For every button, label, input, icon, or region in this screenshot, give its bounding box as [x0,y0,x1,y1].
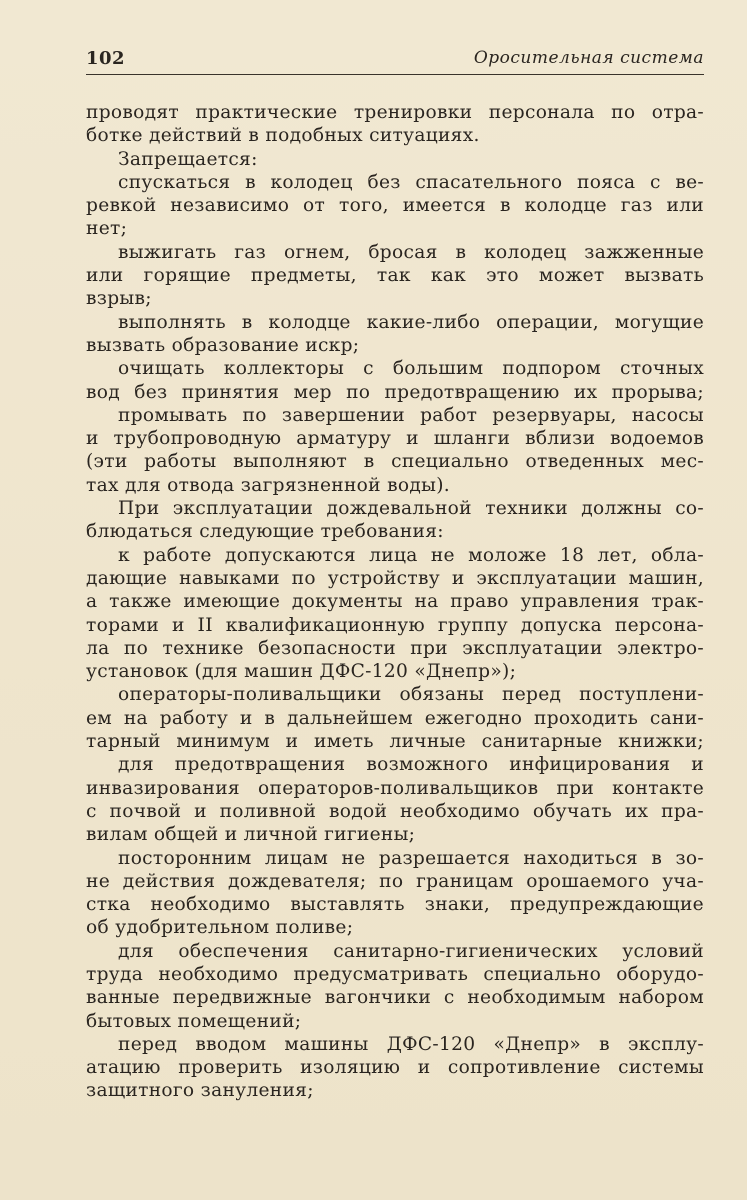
text-line: или горящие предметы, так как это может вызвать [86,265,704,287]
text-line: взрыв; [86,288,152,310]
text-line: вилам общей и личной гигиены; [86,824,416,846]
text-line: вызвать образование искр; [86,334,360,356]
text-line: операторы-поливальщики обязаны перед поступлени- [118,684,704,706]
text-line: ванные передвижные вагончики с необходимым набором [86,987,704,1009]
text-line: стка необходимо выставлять знаки, предупреждающие [86,894,704,916]
text-line: ревкой независимо от того, имеется в колодце газ или [86,195,704,217]
text-line: Запрещается: [118,148,258,170]
text-line: ем на работу и в дальнейшем ежегодно проходить сани- [86,707,704,729]
text-line: нет; [86,218,128,240]
text-line: ла по технике безопасности при эксплуатации электро- [86,637,704,659]
text-line: посторонним лицам не разрешается находиться в зо- [118,847,704,869]
text-line: При эксплуатации дождевальной техники должны со- [118,498,704,520]
text-line: выжигать газ огнем, бросая в колодец зажженные [118,241,704,263]
text-line: не действия дождевателя; по границам орошаемого уча- [86,870,704,892]
text-line: об удобрительном поливе; [86,917,354,939]
page-header [86,44,704,74]
text-line: блюдаться следующие требования: [86,521,444,543]
text-line: вод без принятия мер по предотвращению их прорыва; [86,381,704,403]
text-line: защитного зануления; [86,1080,314,1102]
text-line: для обеспечения санитарно-гигиенических условий [118,940,704,962]
text-line: (эти работы выполняют в специально отведенных мес- [86,451,704,473]
text-line: тах для отвода загрязненной воды). [86,474,450,496]
body-text [86,101,704,1103]
header-rule [86,74,704,75]
text-line: бытовых помещений; [86,1010,302,1032]
page-number: 102 [86,48,126,69]
text-line: перед вводом машины ДФС-120 «Днепр» в эксплу- [118,1033,704,1055]
text-line: ботке действий в подобных ситуациях. [86,125,480,147]
text-line: установок (для машин ДФС-120 «Днепр»); [86,661,517,683]
text-line: к работе допускаются лица не моложе 18 лет, обла- [118,544,704,566]
text-line: выполнять в колодце какие-либо операции, могущие [118,311,704,333]
text-line: труда необходимо предусматривать специально оборудо- [86,963,704,985]
text-line: очищать коллекторы с большим подпором сточных [118,358,704,380]
text-line: с почвой и поливной водой необходимо обучать их пра- [86,800,704,822]
text-line: атацию проверить изоляцию и сопротивление системы [86,1057,704,1079]
text-line: тарный минимум и иметь личные санитарные книжки; [86,731,704,753]
text-line: инвазирования операторов-поливальщиков при контакте [86,777,704,799]
text-line: проводят практические тренировки персонала по отра- [86,102,704,123]
text-line: для предотвращения возможного инфицирования и [118,754,704,776]
text-line: а также имеющие документы на право управления трак- [86,591,704,613]
text-line: дающие навыками по устройству и эксплуатации машин, [86,567,704,589]
text-line: промывать по завершении работ резервуары, насосы [118,404,704,426]
running-title: Оросительная система [473,48,704,68]
text-line: спускаться в колодец без спасательного пояса с ве- [118,171,704,193]
text-line: и трубопроводную арматуру и шланги вблизи водоемов [86,428,704,450]
text-line: торами и II квалификационную группу допуска персона- [86,614,704,636]
